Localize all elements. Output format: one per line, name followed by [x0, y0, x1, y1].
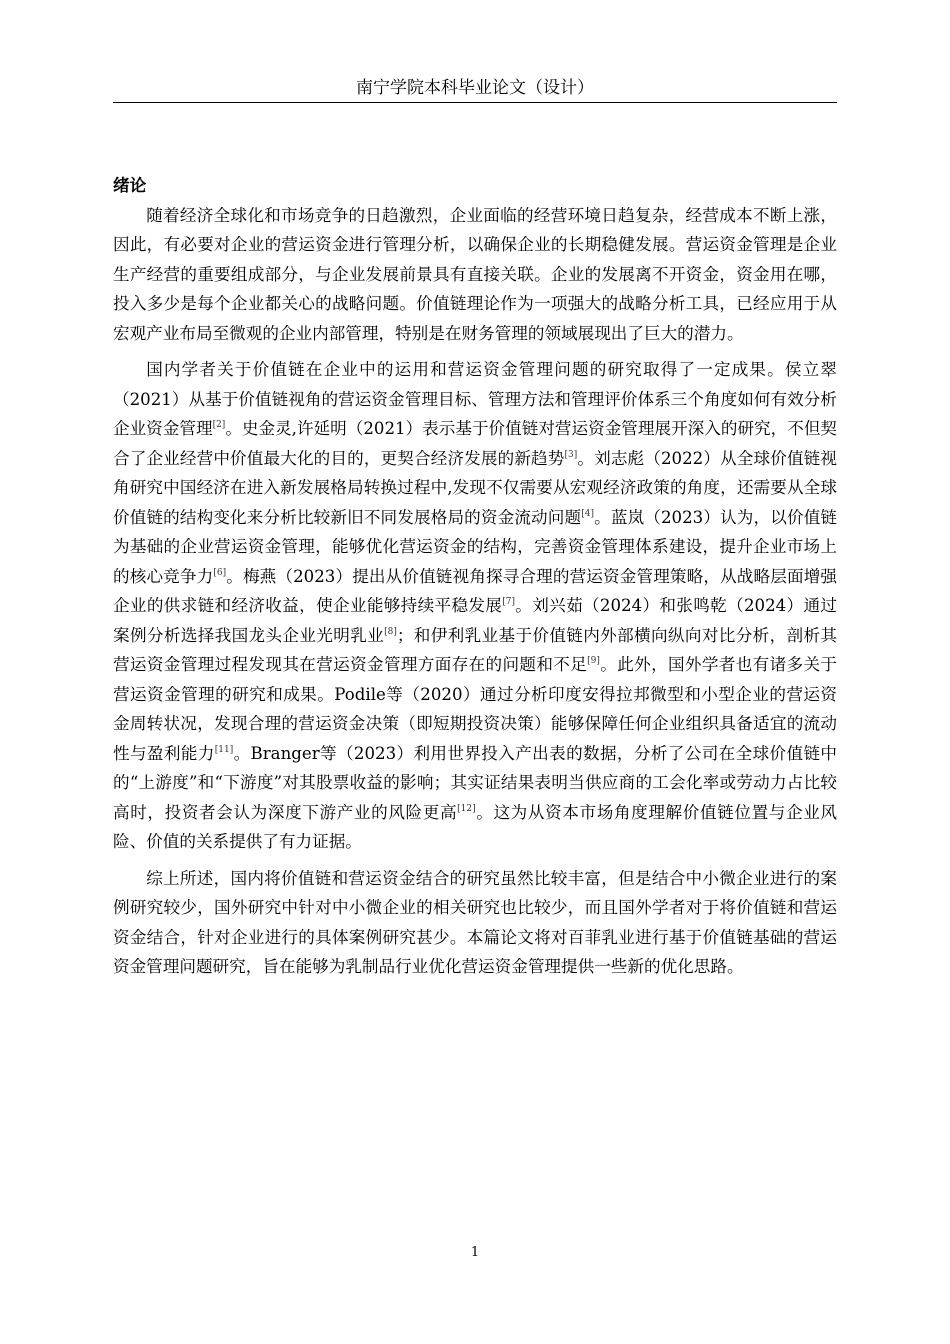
citation-ref: [3] — [564, 449, 578, 460]
citation-ref: [8] — [384, 626, 397, 637]
header-divider — [113, 102, 837, 103]
page-header-title: 南宁学院本科毕业论文（设计） — [356, 78, 594, 98]
page-number: 1 — [470, 1245, 480, 1260]
paragraph-text: 。蓝岚（2023）认为，以价值链为基础的企业营运资金管理，能够优化营运资金的结构，完善资金管理体系建设，提升企业市场上的核心竞争力 — [113, 507, 838, 586]
paragraph-summary: 综上所述，国内将价值链和营运资金结合的研究虽然比较丰富，但是结合中小微企业进行的案例研究较少，国外研究中针对中小微企业的相关研究也比较少，而且国外学者对于将价值链和营运资金结合，针对企业进行的具体案例研究甚少。本篇论文将对百菲乳业进行基于价值链基础的营运资金管理问题研究，旨在能够为乳制品行业优化营运资金管理提供一些新的优化思路。 — [113, 868, 837, 976]
paragraph-intro: 随着经济全球化和市场竞争的日趋激烈，企业面临的经营环境日趋复杂，经营成本不断上涨，因此，有必要对企业的营运资金进行管理分析，以确保企业的长期稳健发展。营运资金管理是企业生产经营的重要组成部分，与企业发展前景具有直接关联。企业的发展离不开资金，资金用在哪，投入多少是每个企业都关心的战略问题。价值链理论作为一项强大的战略分析工具，已经应用于从宏观产业布局至微观的企业内部管理，特别是在财务管理的领域展现出了巨大的潜力。 — [113, 205, 837, 343]
paragraph-text: 。刘志彪（2022）从全球价值链视角研究中国经济在进入新发展格局转换过程中,发现不仅需要从宏观经济政策的角度，还需要从全球价值链的结构变化来分析比较新旧不同发展格局的资金流动问题 — [113, 448, 837, 527]
paragraph-text: 。刘兴茹（2024）和张鸣乾（2024）通过案例分析选择我国龙头企业光明乳业 — [113, 596, 837, 645]
paragraph-text: 。史金灵,许延明（2021）表示基于价值链对营运资金管理展开深入的研究，不但契合了企业经营中价值最大化的目的，更契合经济发展的新趋势 — [113, 419, 838, 468]
citation-ref: [12] — [457, 803, 476, 814]
citation-ref: [6] — [213, 567, 227, 578]
citation-ref: [4] — [581, 508, 594, 519]
paragraph-literature-review — [113, 355, 837, 857]
paragraph-text: 国内学者关于价值链在企业中的运用和营运资金管理问题的研究取得了一定成果。侯立翠（2021）从基于价值链视角的营运资金管理目标、管理方法和管理评价体系三个角度如何有效分析企业资金管理 — [113, 360, 837, 438]
paragraph-text: 。Branger等（2023）利用世界投入产出表的数据，分析了公司在全球价值链中的“上游度”和“下游度”对其股票收益的影响；其实证结果表明当供应商的工会化率或劳动力占比较高时，投资者会认为深度下游产业的风险更高 — [113, 743, 838, 822]
citation-ref: [11] — [214, 744, 234, 755]
section-heading: 绪论 — [113, 175, 147, 195]
paragraph-text: 。此外，国外学者也有诸多关于营运资金管理的研究和成果。Podile等（2020）通过分析印度安得拉邦微型和小型企业的营运资金周转状况，发现合理的营运资金决策（即短期投资决策）能够保障任何企业组织具备适宜的流动性与盈利能力 — [113, 655, 838, 763]
paragraph-text: ；和伊利乳业基于价值链内外部横向纵向对比分析，剖析其营运资金管理过程发现其在营运资金管理方面存在的问题和不足 — [113, 625, 838, 674]
page-body — [113, 171, 837, 982]
paragraph-text: 。梅燕（2023）提出从价值链视角探寻合理的营运资金管理策略，从战略层面增强企业的供求链和经济收益，使企业能够持续平稳发展 — [113, 566, 838, 615]
citation-ref: [2] — [212, 420, 226, 430]
paragraph-text: 。这为从资本市场角度理解价值链位置与企业风险、价值的关系提供了有力证据。 — [113, 802, 838, 851]
citation-ref: [7] — [502, 597, 515, 607]
citation-ref: [9] — [587, 656, 600, 666]
